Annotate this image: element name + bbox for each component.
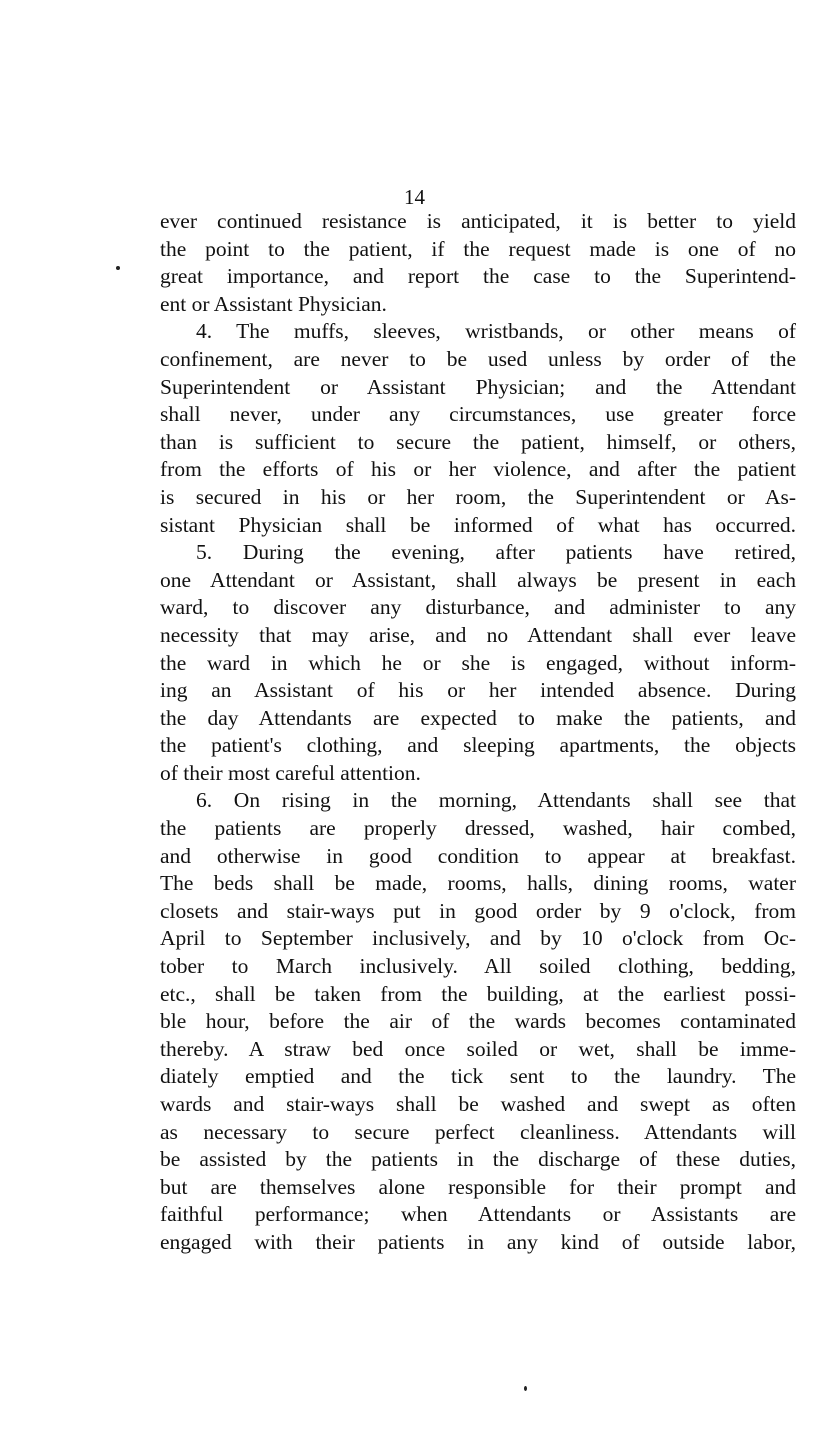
text-line: 4. The muffs, sleeves, wristbands, or other means of — [196, 319, 796, 344]
text-line: and otherwise in good condition to appear at breakfast. — [160, 843, 796, 868]
text-line: is secured in his or her room, the Superintendent or As- — [160, 484, 796, 509]
text-line: thereby. A straw bed once soiled or wet, shall be imme- — [160, 1036, 796, 1061]
text-line: closets and stair-ways put in good order by 9 o'clock, from — [160, 898, 796, 923]
text-line: as necessary to secure perfect cleanliness. Attendants will — [160, 1119, 796, 1144]
text-line: ward, to discover any disturbance, and administer to any — [160, 595, 796, 620]
text-line: than is sufficient to secure the patient, himself, or others, — [160, 429, 796, 454]
text-line: 5. During the evening, after patients have retired, — [196, 540, 796, 565]
text-line: be assisted by the patients in the discharge of these duties, — [160, 1147, 796, 1172]
text-line: of their most careful attention. — [160, 760, 421, 785]
scan-speck — [524, 1386, 527, 1391]
text-line: the point to the patient, if the request made is one of no — [160, 236, 796, 261]
text-line: the day Attendants are expected to make the patients, and — [160, 705, 796, 730]
text-line: necessity that may arise, and no Attendant shall ever leave — [160, 622, 796, 647]
text-line: ent or Assistant Physician. — [160, 291, 387, 316]
text-line: ing an Assistant of his or her intended absence. During — [160, 678, 796, 703]
text-line: from the efforts of his or her violence, and after the patient — [160, 457, 796, 482]
text-line: wards and stair-ways shall be washed and swept as often — [160, 1092, 796, 1116]
text-line: one Attendant or Assistant, shall always be present in each — [160, 567, 796, 592]
text-line: 6. On rising in the morning, Attendants shall see that — [196, 788, 796, 813]
body-text — [160, 208, 796, 1257]
text-line: ever continued resistance is anticipated, it is better to yield — [160, 209, 796, 233]
text-line: the patients are properly dressed, washed, hair combed, — [160, 816, 796, 841]
text-line: ble hour, before the air of the wards becomes contaminated — [160, 1009, 796, 1034]
text-line: but are themselves alone responsible for their prompt and — [160, 1174, 796, 1199]
text-line: tober to March inclusively. All soiled clothing, bedding, — [160, 954, 796, 979]
text-line: great importance, and report the case to the Superintend- — [160, 264, 796, 289]
text-line: engaged with their patients in any kind of outside labor, — [160, 1229, 796, 1254]
text-line: the patient's clothing, and sleeping apartments, the objects — [160, 733, 796, 758]
text-line: the ward in which he or she is engaged, without inform- — [160, 650, 796, 675]
text-line: shall never, under any circumstances, use greater force — [160, 402, 796, 427]
text-line: Superintendent or Assistant Physician; and the Attendant — [160, 374, 796, 399]
text-line: faithful performance; when Attendants or Assistants are — [160, 1202, 796, 1227]
text-line: confinement, are never to be used unless by order of the — [160, 346, 796, 371]
page-number: 14 — [404, 185, 425, 209]
text-line: The beds shall be made, rooms, halls, dining rooms, water — [160, 871, 796, 896]
scan-speck — [116, 266, 120, 270]
text-line: April to September inclusively, and by 10 o'clock from Oc- — [160, 926, 796, 951]
text-line: etc., shall be taken from the building, at the earliest possi- — [160, 981, 796, 1006]
text-line: sistant Physician shall be informed of what has occurred. — [160, 512, 796, 537]
text-line: diately emptied and the tick sent to the laundry. The — [160, 1064, 796, 1089]
